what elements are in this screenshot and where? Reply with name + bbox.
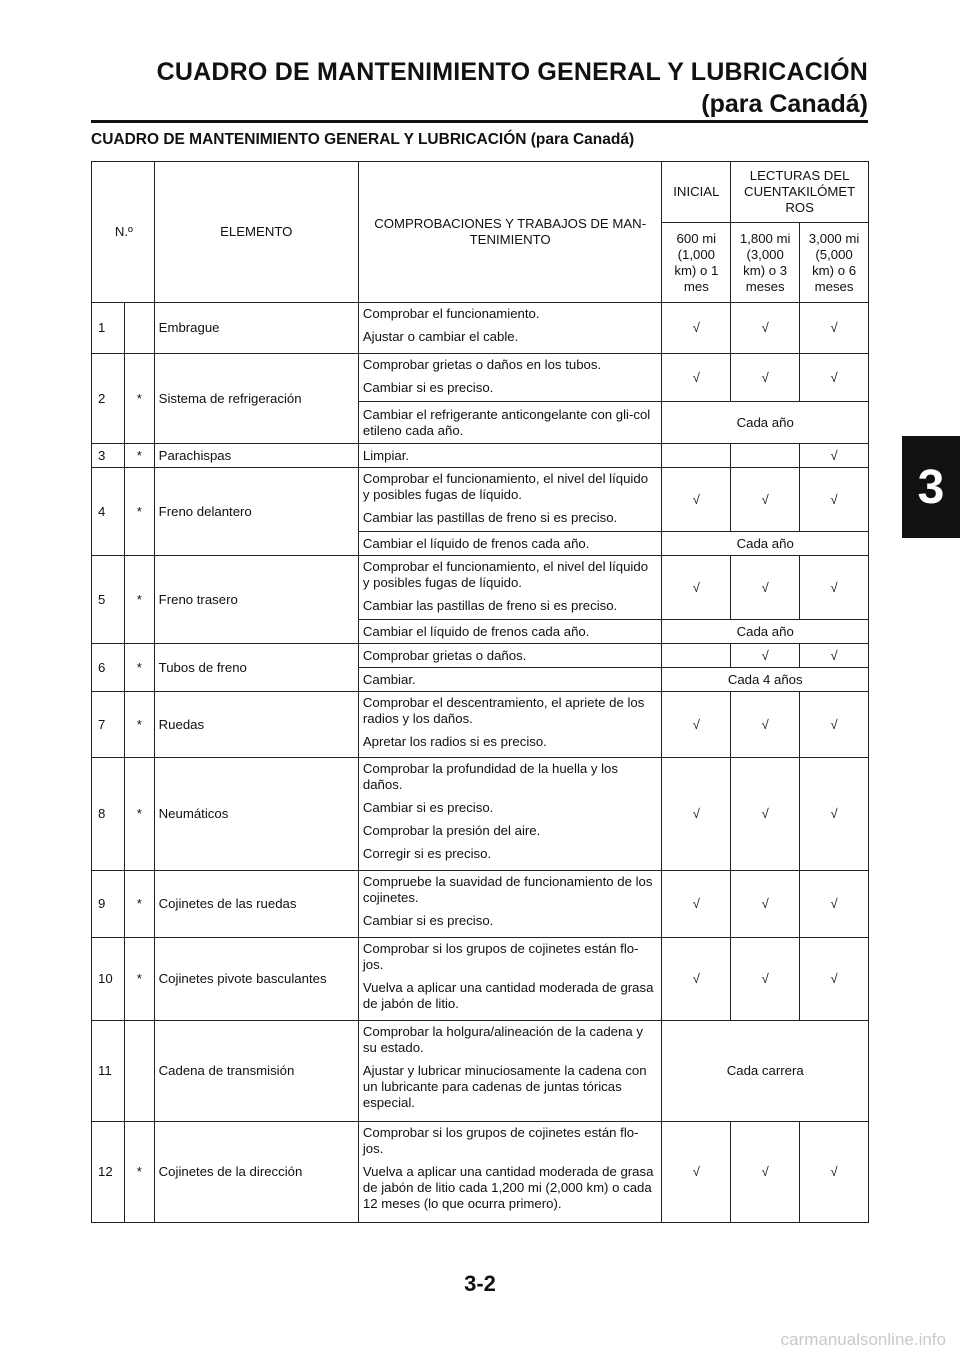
row-task: Cambiar. (358, 668, 662, 692)
row-number: 10 (92, 938, 125, 1021)
row-task: Comprobar el funcionamiento, el nivel del líquido y posibles fugas de líquido. (362, 559, 649, 590)
check-mark: √ (662, 871, 731, 938)
watermark: carmanualsonline.info (780, 1330, 946, 1349)
row-task: Cambiar el líquido de frenos cada año. (358, 532, 662, 556)
row-number: 1 (92, 303, 125, 354)
row-task: Corregir si es preciso. (362, 846, 492, 861)
row-task: Cambiar si es preciso. (362, 800, 494, 815)
check-mark: √ (731, 354, 800, 402)
row-task: Comprobar el descentramiento, el apriete de los radios y los daños. (362, 695, 645, 726)
row-item: Cojinetes pivote basculantes (154, 938, 358, 1021)
row-star: * (124, 758, 154, 871)
row-star (124, 1021, 154, 1122)
check-mark: √ (731, 938, 800, 1021)
row-number: 2 (92, 354, 125, 444)
check-mark: √ (731, 1122, 800, 1223)
check-mark: √ (800, 644, 869, 668)
row-number: 11 (92, 1021, 125, 1122)
row-star: * (124, 692, 154, 758)
row-interval: Cada año (662, 402, 869, 444)
table-row (92, 303, 869, 354)
row-task: Compruebe la suavidad de funcionamiento de los cojinetes. (362, 874, 653, 905)
row-task: Comprobar la profundidad de la huella y los daños. (362, 761, 618, 792)
maintenance-table (91, 161, 869, 1223)
row-interval: Cada año (662, 532, 869, 556)
row-item: Cojinetes de la dirección (154, 1122, 358, 1223)
check-mark: √ (731, 871, 800, 938)
row-item: Cojinetes de las ruedas (154, 871, 358, 938)
check-mark: √ (731, 758, 800, 871)
col-initial-header: INICIAL (662, 162, 731, 223)
header-rule (91, 120, 868, 123)
row-task: Ajustar y lubricar minuciosamente la cadena con un lubricante para cadenas de juntas tóricas especial. (362, 1063, 647, 1110)
col-1800-header: 1,800 mi (3,000 km) o 3 meses (731, 223, 800, 303)
row-number: 5 (92, 556, 125, 644)
check-mark: √ (800, 354, 869, 402)
row-task: Comprobar si los grupos de cojinetes están flo-jos. (362, 1125, 639, 1156)
col-work-header: COMPROBACIONES Y TRABAJOS DE MAN-TENIMIENTO (358, 162, 662, 303)
check-mark: √ (800, 556, 869, 620)
page-header-title: CUADRO DE MANTENIMIENTO GENERAL Y LUBRICACIÓN (156, 58, 868, 86)
check-mark: √ (800, 938, 869, 1021)
row-task: Comprobar la presión del aire. (362, 823, 541, 838)
row-task: Vuelva a aplicar una cantidad moderada de grasa de jabón de litio cada 1,200 mi (2,000 km) o cada 12 meses (lo que ocurra primero). (362, 1164, 654, 1211)
table-row (92, 354, 869, 402)
check-mark: √ (662, 354, 731, 402)
check-mark: √ (731, 468, 800, 532)
check-mark: √ (800, 468, 869, 532)
row-star: * (124, 468, 154, 556)
table-row (92, 1122, 869, 1223)
check-mark: √ (662, 468, 731, 532)
page-header-subtitle: (para Canadá) (701, 90, 868, 118)
row-task: Comprobar si los grupos de cojinetes están flo-jos. (362, 941, 639, 972)
row-task: Ajustar o cambiar el cable. (362, 329, 519, 344)
row-interval: Cada año (662, 620, 869, 644)
check-mark: √ (800, 1122, 869, 1223)
row-task: Comprobar el funcionamiento. (362, 306, 540, 321)
col-readings-header: LECTURAS DEL CUENTAKILÓMET ROS (731, 162, 869, 223)
row-star: * (124, 556, 154, 644)
chapter-tab: 3 (902, 436, 960, 538)
check-mark: √ (731, 644, 800, 668)
check-mark: √ (800, 444, 869, 468)
col-3000-header: 3,000 mi (5,000 km) o 6 meses (800, 223, 869, 303)
row-task: Cambiar las pastillas de freno si es preciso. (362, 598, 618, 613)
check-mark: √ (662, 938, 731, 1021)
row-task: Cambiar si es preciso. (362, 913, 494, 928)
row-number: 7 (92, 692, 125, 758)
check-mark: √ (800, 303, 869, 354)
check-mark: √ (800, 871, 869, 938)
row-task: Cambiar si es preciso. (362, 380, 494, 395)
check-mark: √ (731, 303, 800, 354)
row-task: Comprobar grietas o daños. (358, 644, 662, 668)
row-item: Ruedas (154, 692, 358, 758)
check-mark: √ (662, 1122, 731, 1223)
row-number: 12 (92, 1122, 125, 1223)
row-task: Apretar los radios si es preciso. (362, 734, 547, 749)
row-task: Limpiar. (358, 444, 662, 468)
table-row (92, 1021, 869, 1122)
row-interval: Cada carrera (662, 1021, 869, 1122)
row-task: Comprobar grietas o daños en los tubos. (362, 357, 602, 372)
row-number: 8 (92, 758, 125, 871)
section-title: CUADRO DE MANTENIMIENTO GENERAL Y LUBRICACIÓN (para Canadá) (91, 131, 635, 148)
row-item: Freno delantero (154, 468, 358, 556)
check-mark: √ (731, 692, 800, 758)
check-mark: √ (800, 692, 869, 758)
table-row (92, 644, 869, 668)
check-mark: √ (662, 692, 731, 758)
table-row (92, 758, 869, 871)
row-task: Vuelva a aplicar una cantidad moderada de grasa de jabón de litio. (362, 980, 654, 1011)
check-mark: √ (662, 303, 731, 354)
row-star: * (124, 938, 154, 1021)
row-star: * (124, 444, 154, 468)
check-mark: √ (662, 556, 731, 620)
row-item: Cadena de transmisión (154, 1021, 358, 1122)
row-number: 9 (92, 871, 125, 938)
check-mark: √ (800, 758, 869, 871)
row-star: * (124, 871, 154, 938)
table-row (92, 556, 869, 620)
table-row (92, 468, 869, 532)
row-number: 3 (92, 444, 125, 468)
table-row (92, 444, 869, 468)
table-row (92, 692, 869, 758)
row-item: Tubos de freno (154, 644, 358, 692)
table-row (92, 938, 869, 1021)
row-item: Embrague (154, 303, 358, 354)
row-item: Parachispas (154, 444, 358, 468)
table-header-row (92, 162, 869, 223)
check-mark: √ (731, 556, 800, 620)
row-task: Comprobar el funcionamiento, el nivel del líquido y posibles fugas de líquido. (362, 471, 649, 502)
col-600-header: 600 mi (1,000 km) o 1 mes (662, 223, 731, 303)
row-task: Cambiar el refrigerante anticongelante con gli-col etileno cada año. (358, 402, 662, 444)
row-star: * (124, 1122, 154, 1223)
row-star (124, 303, 154, 354)
row-task: Cambiar las pastillas de freno si es preciso. (362, 510, 618, 525)
row-number: 4 (92, 468, 125, 556)
page-number: 3-2 (464, 1271, 496, 1296)
col-item-header: ELEMENTO (154, 162, 358, 303)
row-item: Sistema de refrigeración (154, 354, 358, 444)
row-item: Neumáticos (154, 758, 358, 871)
col-no-header: N.º (92, 162, 155, 303)
check-mark: √ (662, 758, 731, 871)
row-item: Freno trasero (154, 556, 358, 644)
row-task: Comprobar la holgura/alineación de la cadena y su estado. (362, 1024, 643, 1055)
row-number: 6 (92, 644, 125, 692)
row-task: Cambiar el líquido de frenos cada año. (358, 620, 662, 644)
row-star: * (124, 644, 154, 692)
row-star: * (124, 354, 154, 444)
row-interval: Cada 4 años (662, 668, 869, 692)
table-row (92, 871, 869, 938)
